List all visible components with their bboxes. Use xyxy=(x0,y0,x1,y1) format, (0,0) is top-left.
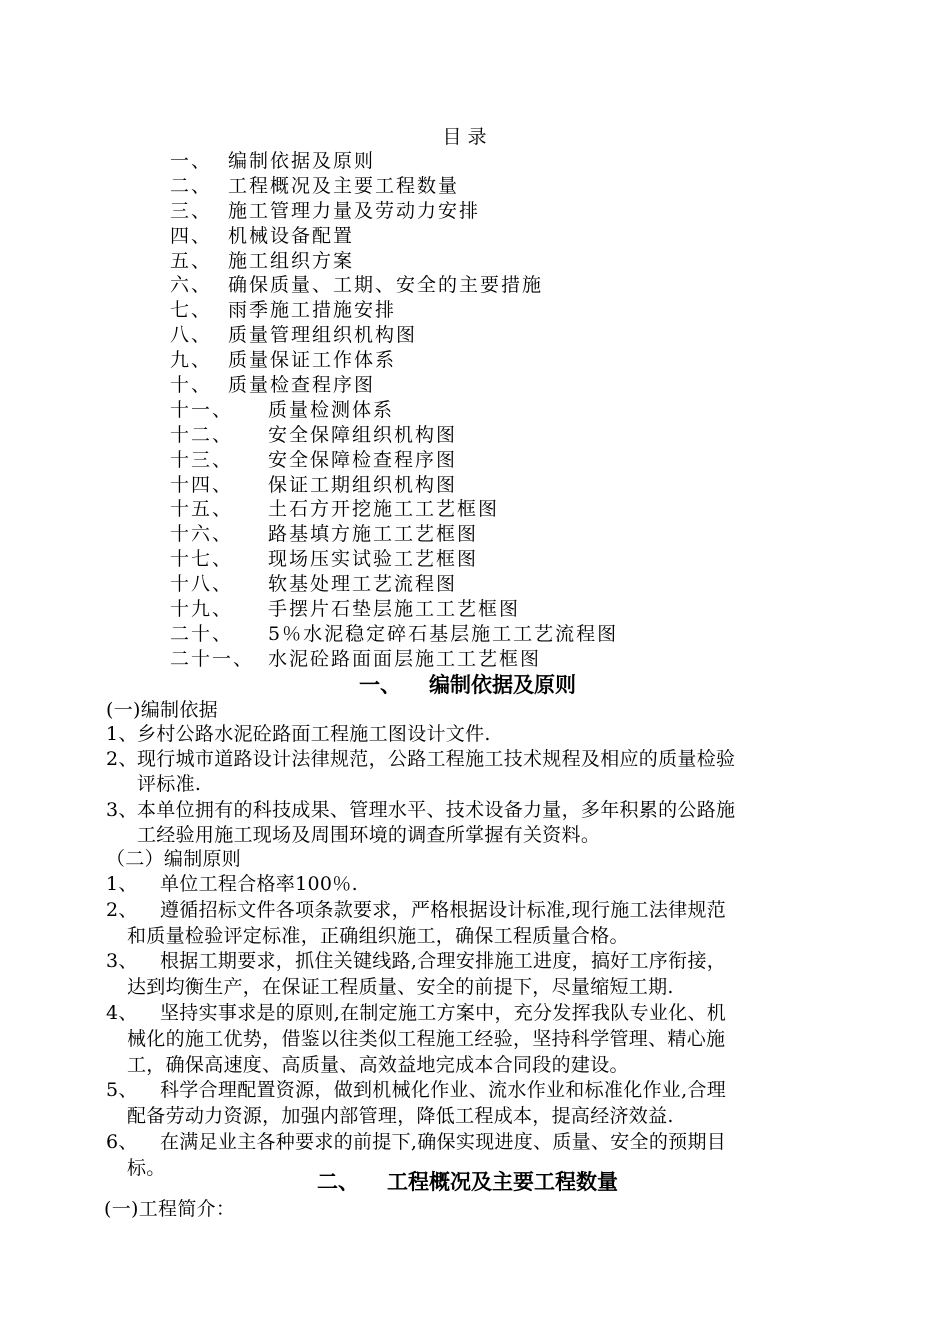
principle-heading: （二）编制原则 xyxy=(106,848,242,870)
toc-entry-text: 路基填方施工工艺框图 xyxy=(268,523,479,546)
item-text-line: 工经验用施工现场及周围环境的调查所掌握有关资料。 xyxy=(137,823,601,846)
item-text-line: 标。 xyxy=(127,1156,166,1179)
toc-entry-number: 八、 xyxy=(170,324,213,347)
toc-entry-text: 安全保障组织机构图 xyxy=(268,423,458,446)
toc-entry-text: 5％水泥稳定碎石基层施工工艺流程图 xyxy=(268,622,619,645)
project-intro-heading: (一)工程简介： xyxy=(104,1198,236,1220)
item-text-line: 评标准. xyxy=(137,773,202,796)
toc-entry xyxy=(170,174,870,199)
toc-entry-text: 工程概况及主要工程数量 xyxy=(228,174,460,197)
toc-entry xyxy=(170,249,870,274)
item-text-line: 和质量检验评定标准，正确组织施工，确保工程质量合格。 xyxy=(127,924,629,947)
toc-entry xyxy=(170,522,870,547)
toc-entry-number: 十八、 xyxy=(170,573,234,596)
item-text-line: 配备劳动力资源，加强内部管理，降低工程成本，提高经济效益. xyxy=(127,1105,674,1128)
toc-entry-text: 雨季施工措施安排 xyxy=(228,299,397,322)
item-text-line: 达到均衡生产，在保证工程质量、安全的前提下，尽量缩短工期. xyxy=(127,976,674,999)
item-text-line: 工，确保高速度、高质量、高效益地完成本合同段的建设。 xyxy=(127,1053,629,1076)
item-text-line: 科学合理配置资源，做到机械化作业、流水作业和标准化作业,合理 xyxy=(160,1079,727,1102)
toc-entry-number: 二十一、 xyxy=(170,647,255,670)
toc-entry xyxy=(170,149,870,174)
item-text-line: 本单位拥有的科技成果、管理水平、技术设备力量，多年积累的公路施 xyxy=(137,798,736,821)
item-text-line: 根据工期要求，抓住关键线路,合理安排施工进度，搞好工序衔接， xyxy=(160,950,727,973)
item-text-line: 在满足业主各种要求的前提下,确保实现进度、质量、安全的预期目 xyxy=(160,1131,727,1153)
toc-entry xyxy=(170,423,870,448)
toc-entry-number: 二、 xyxy=(170,174,213,197)
toc-entry-number: 十一、 xyxy=(170,398,234,421)
toc-entry-number: 一、 xyxy=(170,150,213,172)
toc-entry-number: 九、 xyxy=(170,349,213,372)
section-2-number: 二、 xyxy=(317,1170,359,1194)
item-text-line: 现行城市道路设计法律规范，公路工程施工技术规程及相应的质量检验 xyxy=(137,748,736,771)
toc-entry xyxy=(170,348,870,373)
toc-entry-text: 软基处理工艺流程图 xyxy=(268,573,458,596)
toc-entry-number: 十、 xyxy=(170,374,213,397)
toc-entry xyxy=(170,622,870,647)
section-1-heading xyxy=(0,672,935,698)
toc-entry xyxy=(170,572,870,597)
table-of-contents xyxy=(170,149,870,672)
toc-entry-number: 十四、 xyxy=(170,473,234,496)
section-1-title: 编制依据及原则 xyxy=(429,673,576,697)
toc-entry xyxy=(170,199,870,224)
item-text-line: 乡村公路水泥砼路面工程施工图设计文件. xyxy=(137,723,491,745)
toc-entry xyxy=(170,473,870,498)
item-number: 6、 xyxy=(106,1131,138,1153)
toc-entry xyxy=(170,224,870,249)
toc-entry-text: 机械设备配置 xyxy=(228,224,355,247)
item-number: 1、 xyxy=(106,873,138,895)
item-text-line: 遵循招标文件各项条款要求，严格根据设计标准,现行施工法律规范 xyxy=(160,898,727,921)
toc-entry-number: 七、 xyxy=(170,299,213,322)
toc-entry-number: 二十、 xyxy=(170,622,234,645)
toc-entry-text: 质量检测体系 xyxy=(268,398,395,421)
item-number: 5、 xyxy=(106,1079,138,1102)
item-number: 1、 xyxy=(106,723,138,745)
toc-entry-text: 质量检查程序图 xyxy=(228,374,376,397)
toc-entry xyxy=(170,323,870,348)
toc-entry-number: 五、 xyxy=(170,249,213,272)
toc-entry-number: 十七、 xyxy=(170,548,234,571)
toc-entry-text: 施工组织方案 xyxy=(228,249,355,272)
toc-entry-number: 四、 xyxy=(170,224,213,247)
toc-entry-text: 确保质量、工期、安全的主要措施 xyxy=(228,274,544,297)
toc-entry-text: 施工管理力量及劳动力安排 xyxy=(228,199,481,222)
toc-entry-number: 三、 xyxy=(170,199,213,222)
toc-entry-text: 安全保障检查程序图 xyxy=(268,448,458,471)
toc-entry xyxy=(170,448,870,473)
item-text-line: 单位工程合格率100％. xyxy=(160,873,358,895)
item-number: 3、 xyxy=(106,798,138,821)
section-2-title: 工程概况及主要工程数量 xyxy=(387,1170,618,1194)
toc-entry-number: 六、 xyxy=(170,274,213,297)
item-number: 3、 xyxy=(106,950,138,973)
toc-entry-text: 手摆片石垫层施工工艺框图 xyxy=(268,598,521,621)
toc-entry-number: 十五、 xyxy=(170,498,234,521)
section-1-number: 一、 xyxy=(359,673,401,697)
toc-entry xyxy=(170,273,870,298)
item-number: 4、 xyxy=(106,1002,138,1024)
toc-entry-text: 现场压实试验工艺框图 xyxy=(268,548,479,571)
toc-entry xyxy=(170,497,870,522)
toc-entry xyxy=(170,547,870,572)
basis-heading: (一)编制依据 xyxy=(106,699,218,721)
toc-entry-text: 水泥砼路面面层施工工艺框图 xyxy=(268,647,542,670)
section-2-heading xyxy=(0,1169,935,1195)
item-number: 2、 xyxy=(106,898,138,921)
toc-title: 目录 xyxy=(442,126,493,148)
item-text-line: 械化的施工优势，借鉴以往类似工程施工经验，坚持科学管理、精心施 xyxy=(127,1027,726,1050)
toc-entry-text: 质量保证工作体系 xyxy=(228,349,397,372)
toc-entry-number: 十六、 xyxy=(170,523,234,546)
toc-entry-text: 质量管理组织机构图 xyxy=(228,324,418,347)
toc-entry-number: 十二、 xyxy=(170,423,234,446)
item-text-line: 坚持实事求是的原则,在制定施工方案中，充分发挥我队专业化、机 xyxy=(160,1002,727,1024)
toc-entry-text: 土石方开挖施工工艺框图 xyxy=(268,498,500,521)
toc-entry-number: 十九、 xyxy=(170,598,234,621)
item-number: 2、 xyxy=(106,748,138,771)
toc-entry-text: 编制依据及原则 xyxy=(228,150,376,172)
toc-entry xyxy=(170,398,870,423)
toc-entry-text: 保证工期组织机构图 xyxy=(268,473,458,496)
toc-entry xyxy=(170,373,870,398)
toc-entry xyxy=(170,597,870,622)
toc-entry xyxy=(170,647,870,672)
toc-entry-number: 十三、 xyxy=(170,448,234,471)
toc-entry xyxy=(170,298,870,323)
